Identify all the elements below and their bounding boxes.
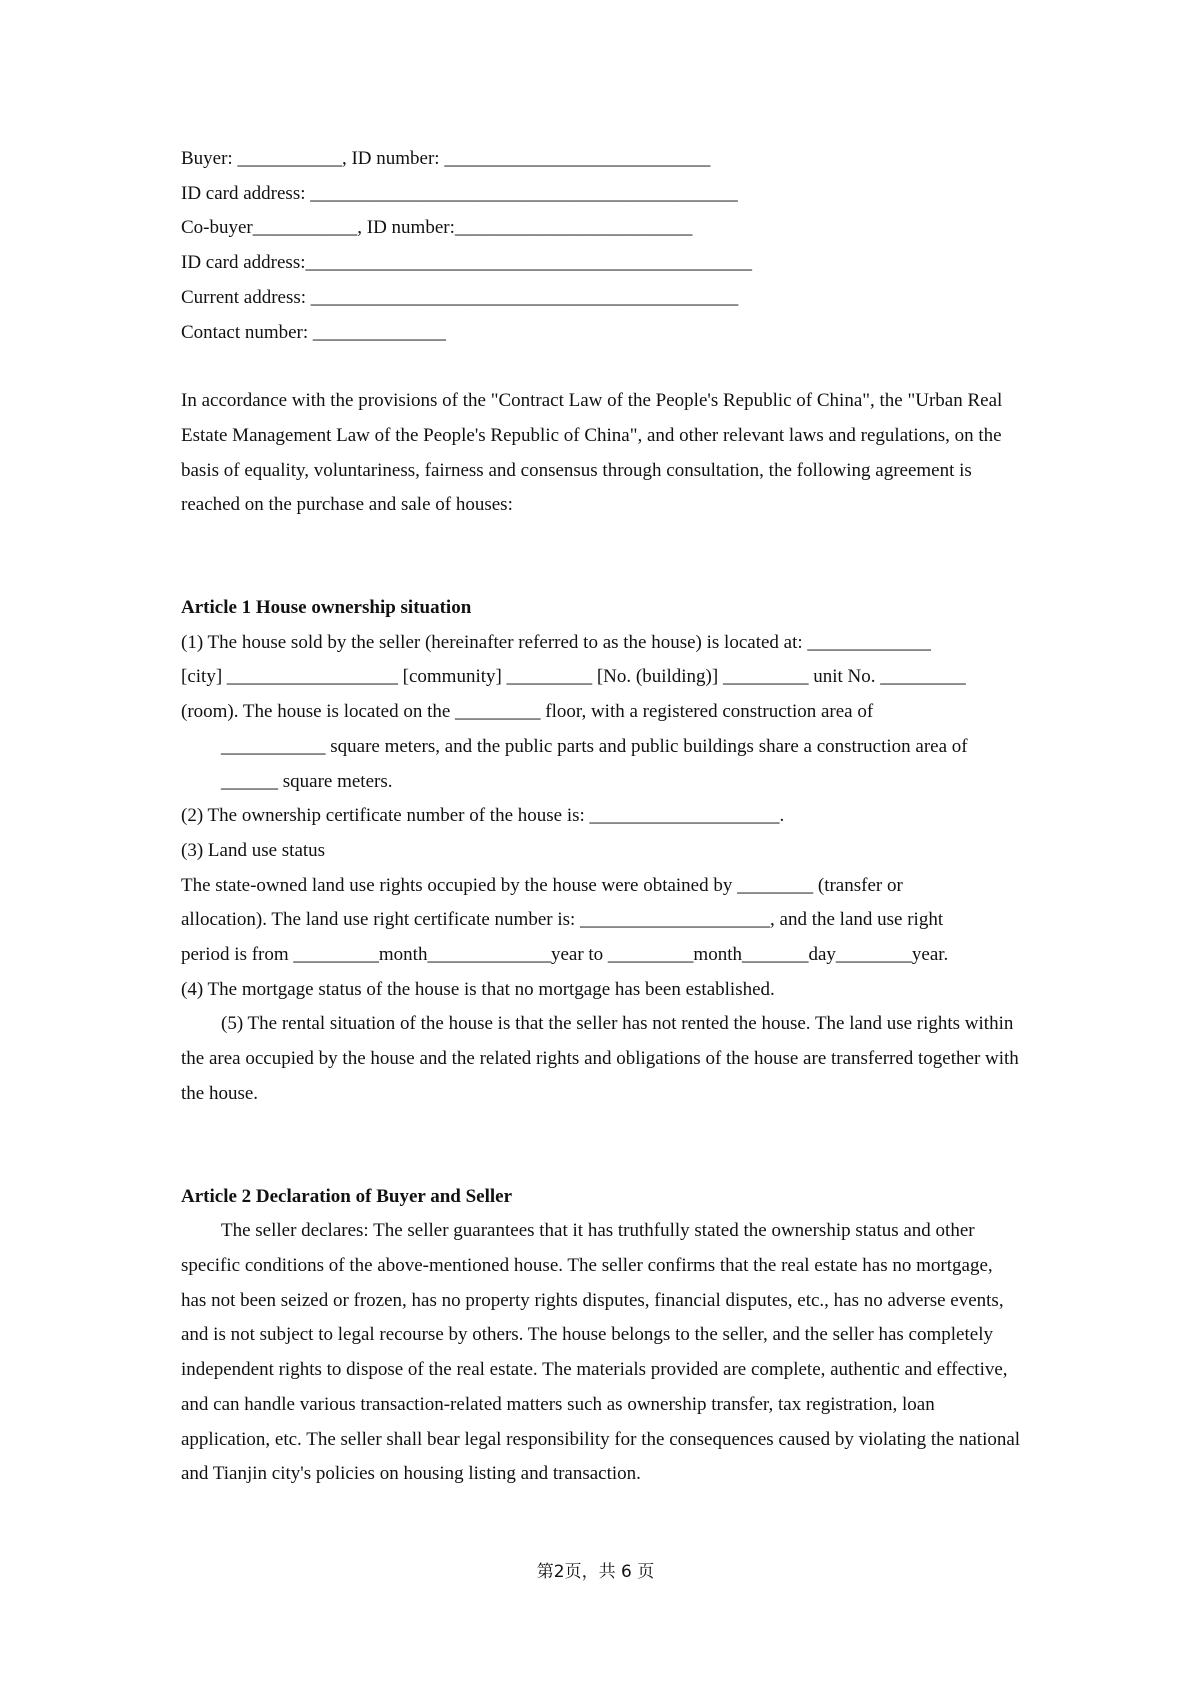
page-content	[181, 142, 1021, 1492]
buyer-id-address-line: ID card address: _____________________________________________	[181, 182, 738, 204]
article-1-item-3-title: (3) Land use status	[181, 839, 326, 861]
page-footer: 第2页，共 6 页	[536, 1562, 655, 1582]
article-1-item-3-line-3: period is from _________month_____________year to _________month_______day________year.	[181, 944, 949, 966]
article-1-item-3-line-2: allocation). The land use right certificate number is: ____________________, and the land use right	[181, 909, 944, 931]
article-1-section	[181, 591, 1021, 1112]
article-1-item-5: (5) The rental situation of the house is that the seller has not rented the house. The land use rights within the area occupied by the house and the related rights and obligations of the house are transferred together with the house.	[181, 1013, 1019, 1104]
article-1-item-3-line-1: The state-owned land use rights occupied by the house were obtained by ________ (transfer or	[181, 874, 903, 896]
buyer-line: Buyer: ___________, ID number: ____________________________	[181, 148, 711, 169]
article-1-item-1-line-3: (room). The house is located on the _________ floor, with a registered construction area of	[181, 701, 874, 723]
preamble-paragraph: In accordance with the provisions of the "Contract Law of the People's Republic of China", the "Urban Real Estate Management Law of the People's Republic of China", and other relevant laws and regulations, on the basis of equality, voluntariness, fairness and consensus through consultation, the following agreement is reached on the purchase and sale of houses:	[181, 390, 1003, 516]
article-1-item-1-line-2: [city] __________________ [community] _________ [No. (building)] _________ unit No. _________	[181, 666, 966, 688]
article-1-heading: Article 1 House ownership situation	[181, 597, 472, 619]
article-2-section	[181, 1180, 1021, 1492]
article-1-item-4: (4) The mortgage status of the house is that no mortgage has been established.	[181, 978, 775, 1000]
contact-number-line: Contact number: ______________	[181, 321, 446, 343]
article-1-item-2: (2) The ownership certificate number of the house is: ____________________.	[181, 805, 785, 827]
article-2-body: The seller declares: The seller guarantees that it has truthfully stated the ownership status and other specific conditions of the above-mentioned house. The seller confirms that the real estate has no mortgage, has not been seized or frozen, has no property rights disputes, financial disputes, etc., has no adverse events, and is not subject to legal recourse by others. The house belongs to the seller, and the seller has completely independent rights to dispose of the real estate. The materials provided are complete, authentic and effective, and can handle various transaction-related matters such as ownership transfer, tax registration, loan application, etc. The seller shall bear legal responsibility for the consequences caused by violating the national and Tianjin city's policies on housing listing and transaction.	[181, 1220, 1021, 1485]
article-1-item-1-line-1: (1) The house sold by the seller (hereinafter referred to as the house) is located at: _____________	[181, 631, 931, 653]
article-1-item-1-line-4: ___________ square meters, and the public parts and public buildings share a construction area of	[221, 735, 968, 757]
current-address-line: Current address: _____________________________________________	[181, 286, 739, 308]
co-buyer-id-address-line: ID card address:_______________________________________________	[181, 252, 753, 274]
co-buyer-line: Co-buyer___________, ID number:_________________________	[181, 217, 693, 239]
article-1-item-1-line-5: ______ square meters.	[221, 770, 393, 792]
party-info-block	[181, 142, 1021, 350]
article-2-heading: Article 2 Declaration of Buyer and Seller	[181, 1185, 513, 1207]
